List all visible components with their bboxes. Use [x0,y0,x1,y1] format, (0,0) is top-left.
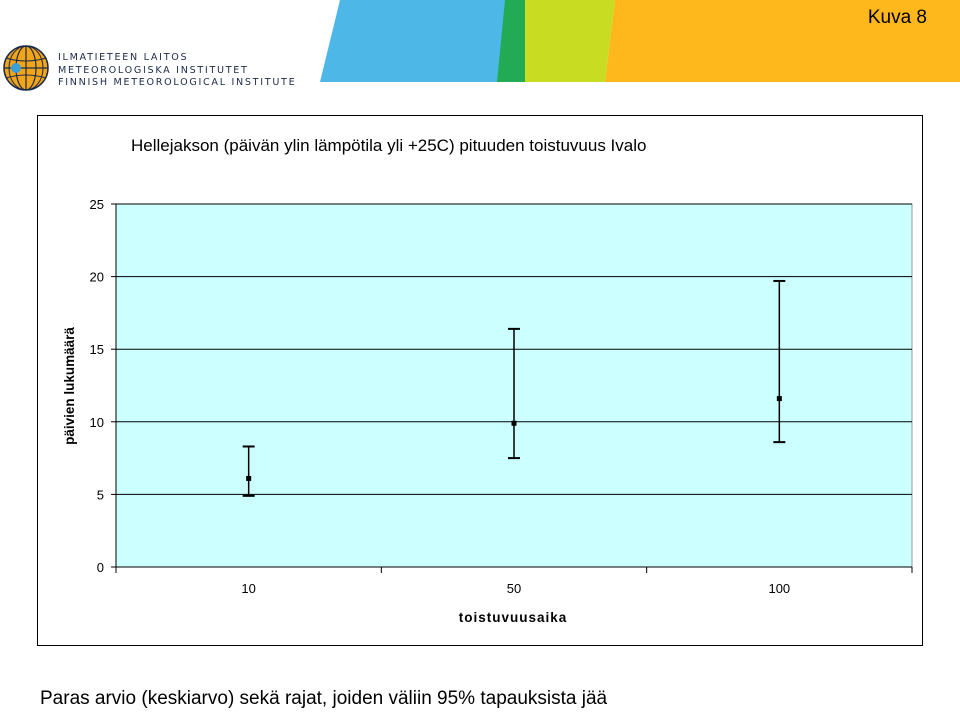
band-lime-stripe [525,0,615,82]
x-tick-label-50: 50 [506,581,522,596]
y-tick-label-10: 10 [89,414,104,430]
chart-title: Hellejakson (päivän ylin lämpötila yli +25C) pituuden toistuvuus Ivalo [131,136,647,155]
data-point-10 [246,476,251,481]
y-tick-label-25: 25 [89,197,104,212]
y-axis-label: päivien lukumäärä [62,327,77,445]
fmi-globe-logo-icon [2,44,50,92]
figure-label: Kuva 8 [867,7,927,28]
y-tick-label-5: 5 [96,487,104,503]
y-tick-label-0: 0 [96,560,104,575]
institute-name-en: FINNISH METEOROLOGICAL INSTITUTE [58,77,297,88]
chart-canvas [38,116,922,645]
figure-caption: Paras arvio (keskiarvo) sekä rajat, joiden väliin 95% tapauksista jää [40,688,608,709]
y-tick-label-15: 15 [89,342,104,358]
x-tick-label-10: 10 [241,581,256,596]
institute-name [58,52,296,90]
institute-name-fi: ILMATIETEEN LAITOS [58,52,189,63]
band-blue-stripe [320,0,505,82]
institute-name-sv: METEOROLOGISKA INSTITUTET [58,64,249,76]
chart-frame [37,115,923,646]
data-point-100 [777,396,782,401]
x-tick-label-100: 100 [768,581,791,596]
y-tick-label-20: 20 [89,269,104,285]
data-point-50 [512,421,517,426]
x-axis-label: toistuvuusaika [458,610,568,625]
